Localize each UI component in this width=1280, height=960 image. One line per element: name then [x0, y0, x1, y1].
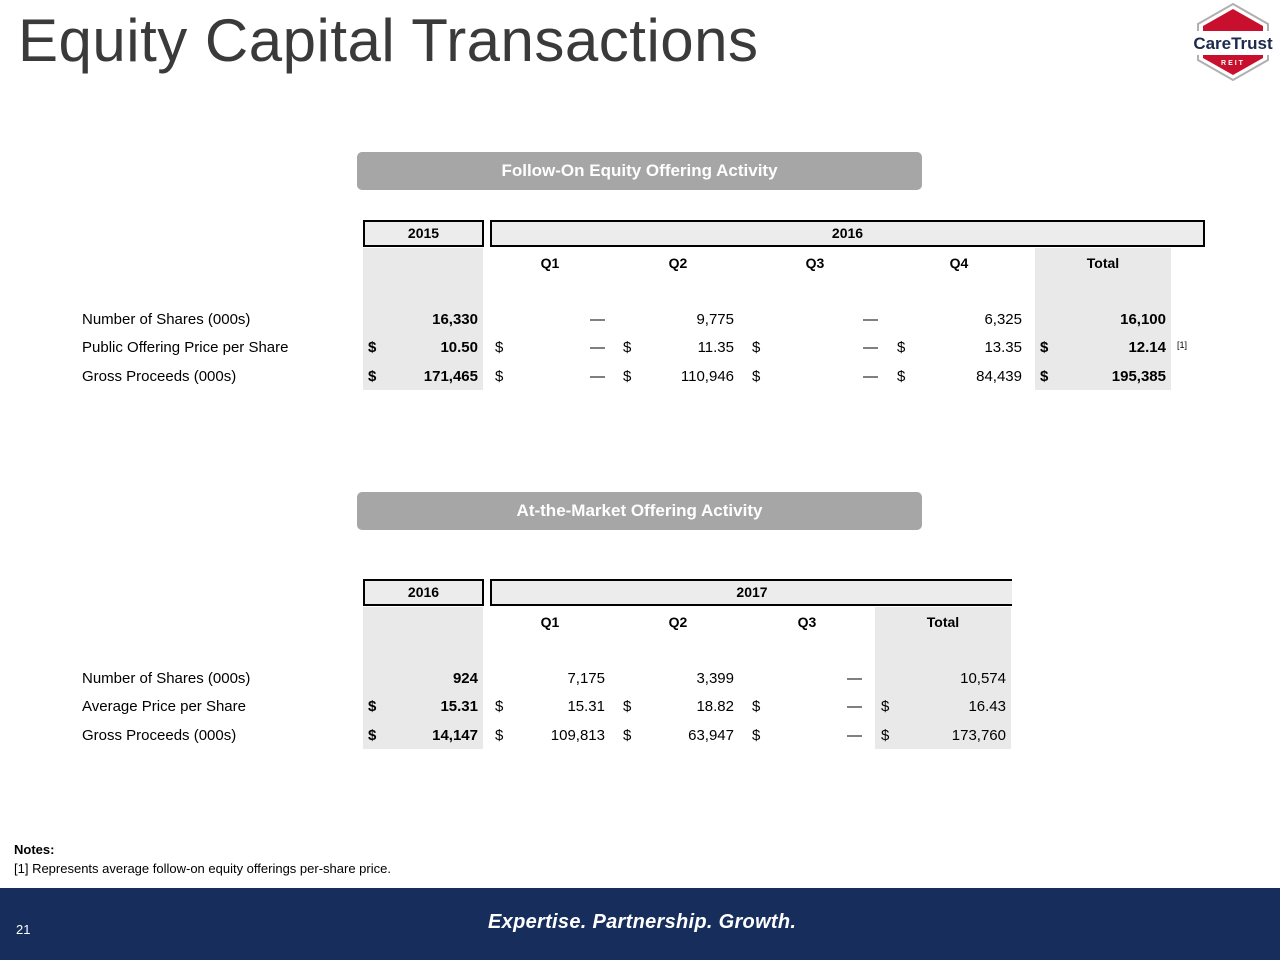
cell-q2: 9,775: [696, 311, 734, 328]
currency-symbol: $: [495, 727, 504, 744]
col-q1: Q1: [540, 255, 560, 271]
cell-2015: 10.50: [440, 339, 478, 356]
footnote-ref: [1]: [1177, 340, 1188, 350]
cell-q1: —: [590, 368, 605, 385]
currency-symbol: $: [623, 368, 632, 385]
cell-2016: 15.31: [440, 698, 478, 715]
cell-q1: —: [590, 311, 605, 328]
currency-symbol: $: [495, 368, 504, 385]
cell-total: 173,760: [951, 727, 1006, 744]
currency-symbol: $: [623, 698, 632, 715]
col-total: Total: [926, 614, 960, 630]
cell-total: 12.14: [1128, 339, 1166, 356]
cell-q3: —: [847, 698, 862, 715]
cell-q3: —: [863, 311, 878, 328]
cell-total: 195,385: [1111, 368, 1166, 385]
cell-q1: —: [590, 339, 605, 356]
row-label: Public Offering Price per Share: [82, 339, 289, 356]
row-label: Number of Shares (000s): [82, 311, 251, 328]
currency-symbol: $: [623, 339, 632, 356]
currency-symbol: $: [752, 368, 761, 385]
year-2017-box: 2017: [490, 579, 1012, 606]
col-q4: Q4: [949, 255, 969, 271]
cell-2015: 16,330: [432, 311, 478, 328]
cell-q3: —: [863, 368, 878, 385]
currency-symbol: $: [752, 339, 761, 356]
row-label: Number of Shares (000s): [82, 670, 251, 687]
currency-symbol: $: [752, 727, 761, 744]
cell-2016: 924: [452, 670, 478, 687]
cell-2016: 14,147: [432, 727, 478, 744]
cell-q3: —: [847, 727, 862, 744]
notes-heading: Notes:: [14, 842, 55, 857]
year-2016-box: 2016: [490, 220, 1205, 247]
currency-symbol: $: [368, 368, 377, 385]
cell-q1: 7,175: [567, 670, 605, 687]
col-q3: Q3: [797, 614, 817, 630]
col-total: Total: [1086, 255, 1120, 271]
cell-total: 16,100: [1120, 311, 1166, 328]
cell-q2: 63,947: [688, 727, 734, 744]
row-label: Average Price per Share: [82, 698, 246, 715]
row-label: Gross Proceeds (000s): [82, 368, 237, 385]
currency-symbol: $: [495, 339, 504, 356]
col-q2: Q2: [668, 255, 688, 271]
cell-q2: 3,399: [696, 670, 734, 687]
logo-text: CareTrust: [1193, 34, 1273, 53]
col-q1: Q1: [540, 614, 560, 630]
cell-q4: 13.35: [984, 339, 1022, 356]
cell-q2: 18.82: [696, 698, 734, 715]
currency-symbol: $: [897, 368, 906, 385]
page-title: Equity Capital Transactions: [18, 7, 759, 74]
cell-2015: 171,465: [423, 368, 478, 385]
col-q2: Q2: [668, 614, 688, 630]
currency-symbol: $: [1040, 339, 1049, 356]
year-2015-box: 2015: [363, 220, 484, 247]
currency-symbol: $: [368, 698, 377, 715]
cell-q3: —: [847, 670, 862, 687]
currency-symbol: $: [897, 339, 906, 356]
follow-on-banner: Follow-On Equity Offering Activity: [357, 152, 922, 190]
currency-symbol: $: [1040, 368, 1049, 385]
cell-total: 16.43: [968, 698, 1006, 715]
cell-q1: 15.31: [567, 698, 605, 715]
cell-q4: 84,439: [976, 368, 1022, 385]
col-q3: Q3: [805, 255, 825, 271]
currency-symbol: $: [881, 698, 890, 715]
currency-symbol: $: [495, 698, 504, 715]
cell-q2: 11.35: [697, 339, 734, 356]
footer-bar: [0, 888, 1280, 960]
currency-symbol: $: [368, 339, 377, 356]
page-number: 21: [16, 922, 31, 937]
note-1: [1] Represents average follow-on equity offerings per-share price.: [14, 861, 391, 876]
cell-q1: 109,813: [550, 727, 605, 744]
cell-q4: 6,325: [984, 311, 1022, 328]
currency-symbol: $: [881, 727, 890, 744]
cell-q2: 110,946: [680, 368, 734, 385]
cell-total: 10,574: [960, 670, 1006, 687]
year-2016-box: 2016: [363, 579, 484, 606]
currency-symbol: $: [368, 727, 377, 744]
cell-q3: —: [863, 339, 878, 356]
currency-symbol: $: [752, 698, 761, 715]
currency-symbol: $: [623, 727, 632, 744]
caretrust-logo: [1190, 2, 1276, 82]
row-label: Gross Proceeds (000s): [82, 727, 237, 744]
footer-tagline: Expertise. Partnership. Growth.: [488, 911, 797, 933]
atm-banner: At-the-Market Offering Activity: [357, 492, 922, 530]
logo-sub: REIT: [1221, 60, 1245, 67]
